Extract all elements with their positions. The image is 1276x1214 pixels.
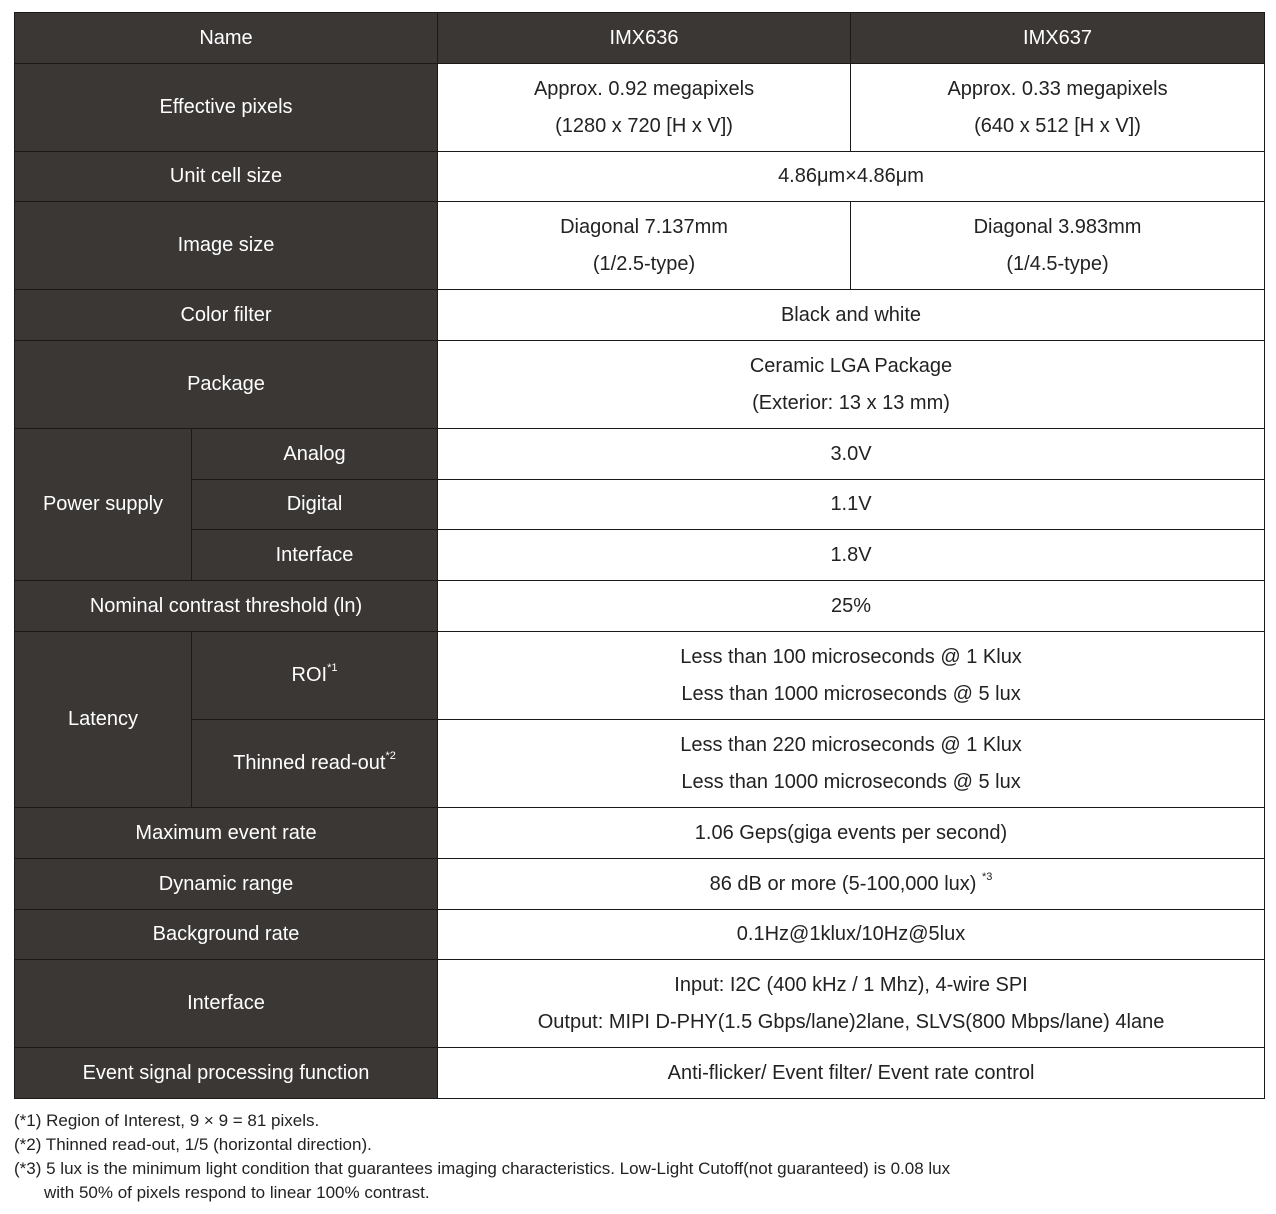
value-line: (Exterior: 13 x 13 mm) bbox=[752, 391, 950, 414]
row-event-signal-processing bbox=[15, 1048, 1265, 1099]
footnote-2: (*2) Thinned read-out, 1/5 (horizontal direction). bbox=[14, 1135, 372, 1154]
label-package: Package bbox=[15, 341, 438, 429]
label-power-supply: Power supply bbox=[15, 429, 192, 581]
footnotes bbox=[14, 1109, 1264, 1205]
value-line: Input: I2C (400 kHz / 1 Mhz), 4-wire SPI bbox=[674, 973, 1028, 996]
value-effective-pixels-imx637 bbox=[851, 64, 1265, 152]
footnote-1: (*1) Region of Interest, 9 × 9 = 81 pixels. bbox=[14, 1111, 320, 1130]
value-line: Diagonal 3.983mm bbox=[973, 215, 1142, 238]
footnote-ref-3: *3 bbox=[982, 870, 993, 883]
row-color-filter bbox=[15, 290, 1265, 341]
label-dynamic-range: Dynamic range bbox=[15, 859, 438, 910]
value-power-interface: 1.8V bbox=[438, 530, 1265, 581]
spec-table bbox=[14, 12, 1265, 1099]
value-max-event-rate: 1.06 Geps(giga events per second) bbox=[438, 808, 1265, 859]
label-event-signal-processing: Event signal processing function bbox=[15, 1048, 438, 1099]
value-package bbox=[438, 341, 1265, 429]
value-line: (1/2.5-type) bbox=[592, 252, 696, 275]
value-line: (1280 x 720 [H x V]) bbox=[555, 114, 733, 137]
header-imx636: IMX636 bbox=[438, 13, 851, 64]
value-line: Less than 1000 microseconds @ 5 lux bbox=[681, 682, 1021, 705]
label-latency-thinned bbox=[192, 720, 438, 808]
row-dynamic-range bbox=[15, 859, 1265, 910]
label-latency-roi bbox=[192, 632, 438, 720]
row-power-digital bbox=[15, 480, 1265, 530]
value-image-size-imx636 bbox=[438, 202, 851, 290]
label-latency: Latency bbox=[15, 632, 192, 808]
footnote-3-continued: with 50% of pixels respond to linear 100% contrast. bbox=[44, 1183, 430, 1202]
label-image-size: Image size bbox=[15, 202, 438, 290]
label-interface: Interface bbox=[15, 960, 438, 1048]
row-interface bbox=[15, 960, 1265, 1048]
row-background-rate bbox=[15, 910, 1265, 960]
value-line: Less than 100 microseconds @ 1 Klux bbox=[680, 645, 1022, 668]
label-color-filter: Color filter bbox=[15, 290, 438, 341]
footnote-3: (*3) 5 lux is the minimum light condition that guarantees imaging characteristics. Low-Light Cutoff(not guaranteed) is 0.08 lux bbox=[14, 1159, 951, 1178]
value-line: Ceramic LGA Package bbox=[749, 354, 953, 377]
row-power-interface bbox=[15, 530, 1265, 581]
value-event-signal-processing: Anti-flicker/ Event filter/ Event rate control bbox=[438, 1048, 1265, 1099]
value-line: (1/4.5-type) bbox=[1006, 252, 1109, 275]
label-contrast-threshold: Nominal contrast threshold (ln) bbox=[15, 581, 438, 632]
latency-roi-text: ROI bbox=[291, 664, 328, 686]
row-unit-cell-size bbox=[15, 152, 1265, 202]
value-dynamic-range bbox=[438, 859, 1265, 910]
header-imx637: IMX637 bbox=[851, 13, 1265, 64]
label-power-analog: Analog bbox=[192, 429, 438, 480]
row-effective-pixels bbox=[15, 64, 1265, 152]
value-contrast-threshold: 25% bbox=[438, 581, 1265, 632]
row-contrast-threshold bbox=[15, 581, 1265, 632]
header-name: Name bbox=[15, 13, 438, 64]
latency-thinned-text: Thinned read-out bbox=[233, 752, 386, 774]
value-line: Diagonal 7.137mm bbox=[560, 215, 728, 238]
value-latency-roi bbox=[438, 632, 1265, 720]
table-header-row bbox=[15, 13, 1265, 64]
value-background-rate: 0.1Hz@1klux/10Hz@5lux bbox=[438, 910, 1265, 960]
label-effective-pixels: Effective pixels bbox=[15, 64, 438, 152]
row-max-event-rate bbox=[15, 808, 1265, 859]
dynamic-range-text: 86 dB or more (5-100,000 lux) bbox=[709, 872, 977, 895]
row-latency-roi bbox=[15, 632, 1265, 720]
value-line: Less than 220 microseconds @ 1 Klux bbox=[680, 733, 1022, 756]
footnote-ref-2: *2 bbox=[385, 750, 396, 763]
value-latency-thinned bbox=[438, 720, 1265, 808]
row-power-analog bbox=[15, 429, 1265, 480]
row-package bbox=[15, 341, 1265, 429]
row-image-size bbox=[15, 202, 1265, 290]
label-max-event-rate: Maximum event rate bbox=[15, 808, 438, 859]
value-effective-pixels-imx636 bbox=[438, 64, 851, 152]
value-color-filter: Black and white bbox=[438, 290, 1265, 341]
value-unit-cell-size: 4.86μm×4.86μm bbox=[438, 152, 1265, 202]
row-latency-thinned bbox=[15, 720, 1265, 808]
value-line: Less than 1000 microseconds @ 5 lux bbox=[681, 770, 1021, 793]
value-image-size-imx637 bbox=[851, 202, 1265, 290]
label-power-digital: Digital bbox=[192, 480, 438, 530]
value-power-digital: 1.1V bbox=[438, 480, 1265, 530]
value-line: (640 x 512 [H x V]) bbox=[974, 114, 1141, 137]
value-interface bbox=[438, 960, 1265, 1048]
value-line: Approx. 0.92 megapixels bbox=[533, 77, 755, 100]
label-unit-cell-size: Unit cell size bbox=[15, 152, 438, 202]
label-power-interface: Interface bbox=[192, 530, 438, 581]
value-power-analog: 3.0V bbox=[438, 429, 1265, 480]
value-line: Approx. 0.33 megapixels bbox=[947, 77, 1168, 100]
label-background-rate: Background rate bbox=[15, 910, 438, 960]
footnote-ref-1: *1 bbox=[327, 662, 338, 675]
value-line: Output: MIPI D-PHY(1.5 Gbps/lane)2lane, SLVS(800 Mbps/lane) 4lane bbox=[537, 1010, 1165, 1033]
